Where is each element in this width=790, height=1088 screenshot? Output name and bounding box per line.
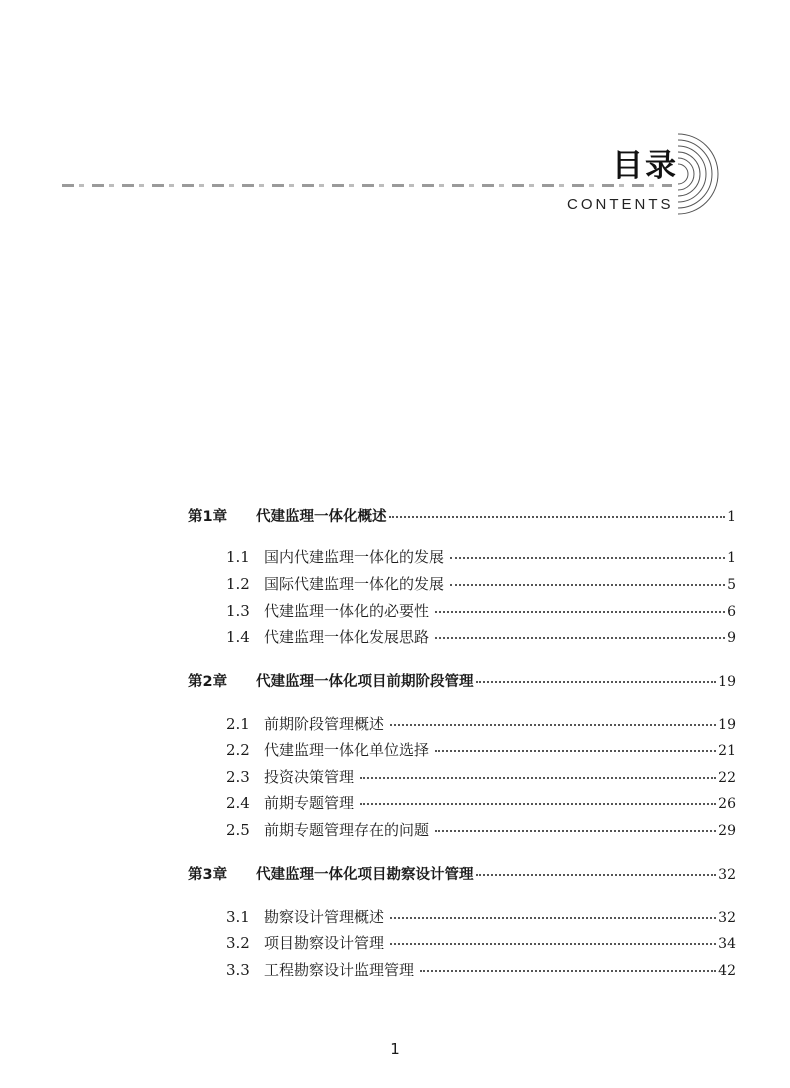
page-ref: 9 <box>727 630 736 646</box>
section-title: 前期专题管理存在的问题 <box>264 821 430 839</box>
section-title: 代建监理一体化的必要性 <box>264 602 430 620</box>
section-title: 国际代建监理一体化的发展 <box>264 575 445 593</box>
page-number: 1 <box>390 1040 400 1058</box>
page-subtitle: CONTENTS <box>567 196 674 213</box>
section-number: 1.3 <box>226 602 250 620</box>
section-number: 1.1 <box>226 548 250 566</box>
section-title: 前期阶段管理概述 <box>264 715 385 733</box>
dot-leader <box>450 584 725 586</box>
toc-section-2-1[interactable] <box>188 713 736 734</box>
page-ref: 1 <box>727 509 736 525</box>
dot-leader <box>390 943 716 945</box>
page-ref: 29 <box>718 823 736 839</box>
toc-section-3-3[interactable] <box>188 959 736 980</box>
section-number: 2.4 <box>226 794 250 812</box>
section-title: 代建监理一体化发展思路 <box>264 628 430 646</box>
section-number: 1.4 <box>226 628 250 646</box>
toc-section-1-2[interactable] <box>188 573 736 594</box>
section-number: 2.3 <box>226 768 250 786</box>
page-ref: 1 <box>727 550 736 566</box>
section-number: 3.3 <box>226 961 250 979</box>
dot-leader <box>435 830 716 832</box>
dot-leader <box>389 516 726 518</box>
page-ref: 32 <box>718 867 736 883</box>
dot-leader <box>450 557 725 559</box>
dot-leader <box>390 917 716 919</box>
page-ref: 19 <box>718 717 736 733</box>
section-title: 前期专题管理 <box>264 794 355 812</box>
section-number: 2.1 <box>226 715 250 733</box>
section-title: 投资决策管理 <box>264 768 355 786</box>
dot-leader <box>420 970 716 972</box>
section-number: 3.2 <box>226 934 250 952</box>
section-number: 2.5 <box>226 821 250 839</box>
dot-leader <box>476 874 717 876</box>
page-ref: 32 <box>718 910 736 926</box>
section-title: 勘察设计管理概述 <box>264 908 385 926</box>
toc-section-2-2[interactable] <box>188 739 736 760</box>
page-ref: 19 <box>718 674 736 690</box>
page-ref: 21 <box>718 743 736 759</box>
chapter-title: 代建监理一体化项目前期阶段管理 <box>256 674 474 690</box>
toc-chapter-1[interactable] <box>188 505 736 526</box>
chapter-number: 第1章 <box>188 509 228 525</box>
chapter-number: 第2章 <box>188 674 228 690</box>
section-title: 代建监理一体化单位选择 <box>264 741 430 759</box>
dot-leader <box>476 681 717 683</box>
toc-section-3-1[interactable] <box>188 906 736 927</box>
section-number: 1.2 <box>226 575 250 593</box>
chapter-title: 代建监理一体化项目勘察设计管理 <box>256 867 474 883</box>
page-title: 目录 <box>612 148 678 184</box>
toc-section-1-4[interactable] <box>188 626 736 647</box>
chapter-title: 代建监理一体化概述 <box>256 509 387 525</box>
dot-leader <box>435 750 716 752</box>
dot-leader <box>360 803 716 805</box>
section-number: 3.1 <box>226 908 250 926</box>
toc-section-1-3[interactable] <box>188 600 736 621</box>
toc-section-2-4[interactable] <box>188 792 736 813</box>
dot-leader <box>360 777 716 779</box>
section-number: 2.2 <box>226 741 250 759</box>
page-ref: 5 <box>727 577 736 593</box>
toc-chapter-3[interactable] <box>188 863 736 884</box>
section-title: 工程勘察设计监理管理 <box>264 961 415 979</box>
page-ref: 6 <box>727 604 736 620</box>
toc-chapter-2[interactable] <box>188 670 736 691</box>
decorative-dashed-rule <box>62 184 672 187</box>
page-ref: 34 <box>718 936 736 952</box>
toc-section-2-5[interactable] <box>188 819 736 840</box>
dot-leader <box>435 637 725 639</box>
toc-section-3-2[interactable] <box>188 932 736 953</box>
dot-leader <box>435 611 725 613</box>
toc-section-2-3[interactable] <box>188 766 736 787</box>
page-ref: 26 <box>718 796 736 812</box>
page-ref: 42 <box>718 963 736 979</box>
dot-leader <box>390 724 716 726</box>
section-title: 国内代建监理一体化的发展 <box>264 548 445 566</box>
page-ref: 22 <box>718 770 736 786</box>
toc-section-1-1[interactable] <box>188 546 736 567</box>
chapter-number: 第3章 <box>188 867 228 883</box>
section-title: 项目勘察设计管理 <box>264 934 385 952</box>
